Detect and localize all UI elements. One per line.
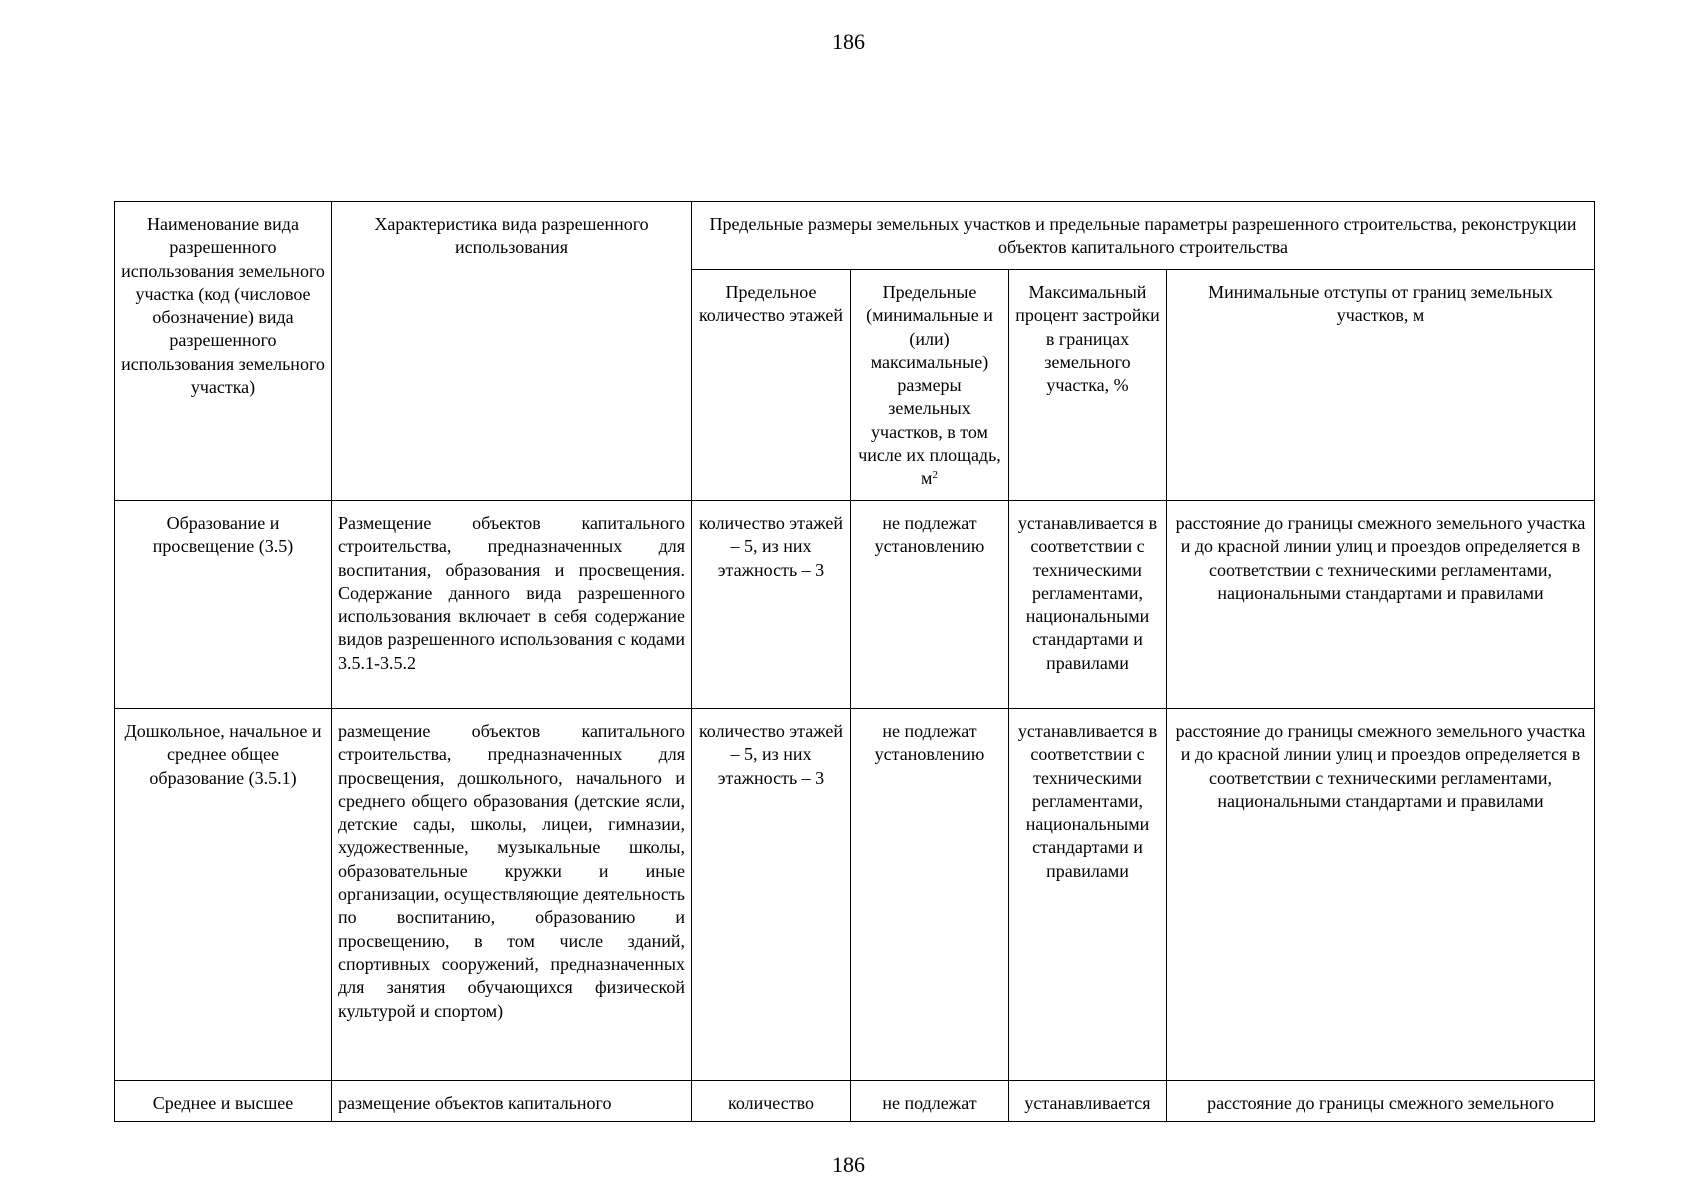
cell-characteristic: размещение объектов капитального [332, 1081, 692, 1122]
cell-offsets: расстояние до границы смежного земельного участка и до красной линии улиц и проездов определяется в соответствии с техническими регламентами, национальными стандартами и правилами [1167, 709, 1595, 1081]
header-plot-sizes [851, 270, 1009, 501]
header-max-floors: Предельное количество этажей [692, 270, 851, 501]
cell-build-percent: устанавливается [1009, 1081, 1167, 1122]
cell-plot-sizes: не подлежат установлению [851, 501, 1009, 709]
header-min-offsets: Минимальные отступы от границ земельных участков, м [1167, 270, 1595, 501]
cell-use-name: Среднее и высшее [115, 1081, 332, 1122]
page-number-top: 186 [832, 29, 865, 54]
page-number-bottom: 186 [832, 1152, 865, 1177]
header-plot-sizes-text: Предельные (минимальные и (или) максимальные) размеры земельных участков, в том числе их площадь, м [858, 282, 1001, 489]
cell-floors: количество этажей – 5, из них этажность – 3 [692, 709, 851, 1081]
header-limits: Предельные размеры земельных участков и предельные параметры разрешенного строительства, реконструкции объектов капитального строительства [692, 202, 1595, 270]
table-row [115, 1081, 1595, 1122]
cell-plot-sizes: не подлежат [851, 1081, 1009, 1122]
header-use-name: Наименование вида разрешенного использования земельного участка (код (числовое обозначение) вида разрешенного использования земельного участка) [115, 202, 332, 501]
cell-build-percent: устанавливается в соответствии с техническими регламентами, национальными стандартами и правилами [1009, 709, 1167, 1081]
cell-use-name: Дошкольное, начальное и среднее общее образование (3.5.1) [115, 709, 332, 1081]
cell-offsets: расстояние до границы смежного земельного участка и до красной линии улиц и проездов определяется в соответствии с техническими регламентами, национальными стандартами и правилами [1167, 501, 1595, 709]
cell-characteristic: размещение объектов капитального строительства, предназначенных для просвещения, дошкольного, начального и среднего общего образования (детские ясли, детские сады, школы, лицеи, гимназии, художественные, музыкальные школы, образовательные кружки и иные организации, осуществляющие деятельность по воспитанию, образованию и просвещению, в том числе зданий, спортивных сооружений, предназначенных для занятия обучающихся физической культурой и спортом) [332, 709, 692, 1081]
header-use-characteristic: Характеристика вида разрешенного использования [332, 202, 692, 501]
land-use-regulations-table [114, 201, 1595, 1122]
cell-floors: количество этажей – 5, из них этажность – 3 [692, 501, 851, 709]
cell-characteristic: Размещение объектов капитального строительства, предназначенных для воспитания, образования и просвещения. Содержание данного вида разрешенного использования включает в себя содержание видов разрешенного использования с кодами 3.5.1-3.5.2 [332, 501, 692, 709]
cell-use-name: Образование и просвещение (3.5) [115, 501, 332, 709]
table-row [115, 501, 1595, 709]
cell-build-percent: устанавливается в соответствии с техническими регламентами, национальными стандартами и правилами [1009, 501, 1167, 709]
table-header-row [115, 202, 1595, 270]
cell-floors: количество [692, 1081, 851, 1122]
header-plot-sizes-superscript: 2 [932, 469, 938, 482]
cell-plot-sizes: не подлежат установлению [851, 709, 1009, 1081]
table-row [115, 709, 1595, 1081]
header-max-build-percent: Максимальный процент застройки в границах земельного участка, % [1009, 270, 1167, 501]
cell-offsets: расстояние до границы смежного земельного [1167, 1081, 1595, 1122]
